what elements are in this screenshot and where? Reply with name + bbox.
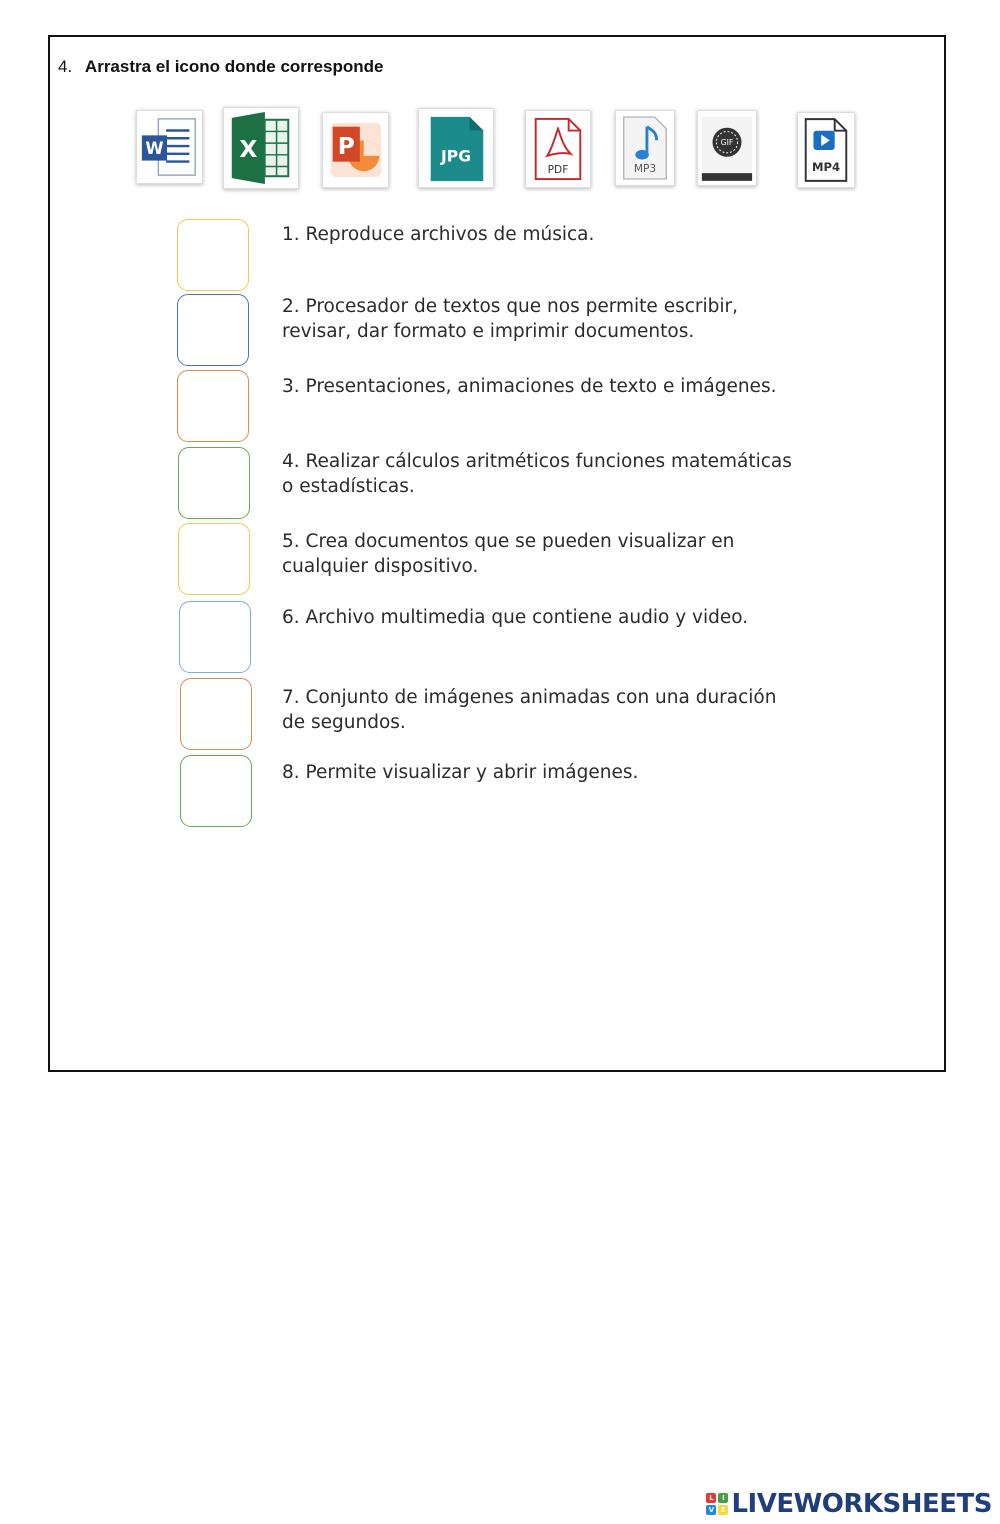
question-text: Arrastra el icono donde corresponde — [84, 57, 384, 76]
svg-text:MP3: MP3 — [633, 162, 657, 176]
word-icon[interactable] — [136, 110, 203, 184]
svg-text:GIF: GIF — [720, 138, 734, 148]
excel-icon[interactable] — [223, 107, 299, 189]
liveworksheets-logo — [706, 1489, 992, 1519]
drop-slot-2[interactable] — [177, 294, 249, 366]
item-1-text: 1. Reproduce archivos de música. — [282, 224, 595, 245]
item-3-text: 3. Presentaciones, animaciones de texto e imágenes. — [282, 376, 777, 397]
svg-text:PDF: PDF — [547, 163, 569, 177]
drop-slot-3[interactable] — [177, 370, 249, 442]
drop-slot-4[interactable] — [178, 447, 250, 519]
item-7-text: 7. Conjunto de imágenes animadas con una duración de segundos. — [282, 687, 777, 733]
question-number: 4. — [58, 57, 73, 76]
drop-slot-7[interactable] — [180, 678, 252, 750]
question-heading — [58, 57, 383, 77]
mp4-icon[interactable] — [797, 112, 855, 188]
liveworksheets-text: LIVEWORKSHEETS — [731, 1489, 992, 1519]
liveworksheets-mark-icon: L I V E — [706, 1493, 728, 1515]
jpg-icon[interactable] — [418, 108, 494, 188]
item-6-text: 6. Archivo multimedia que contiene audio y video. — [282, 607, 749, 628]
svg-text:X: X — [239, 134, 258, 163]
powerpoint-icon[interactable] — [322, 112, 389, 188]
svg-text:JPG: JPG — [441, 147, 471, 166]
pdf-icon[interactable] — [525, 110, 591, 188]
gif-icon[interactable] — [697, 110, 757, 186]
item-4-text: 4. Realizar cálculos aritméticos funciones matemáticas o estadísticas. — [282, 451, 792, 497]
item-5-text: 5. Crea documentos que se pueden visualizar en cualquier dispositivo. — [282, 531, 735, 577]
item-8-text: 8. Permite visualizar y abrir imágenes. — [282, 762, 639, 783]
drop-slot-1[interactable] — [177, 219, 249, 291]
item-2-text: 2. Procesador de textos que nos permite escribir, revisar, dar formato e imprimir documentos. — [282, 296, 738, 342]
drop-slot-6[interactable] — [179, 601, 251, 673]
drop-slot-5[interactable] — [178, 523, 250, 595]
drop-slot-8[interactable] — [180, 755, 252, 827]
svg-text:P: P — [337, 132, 355, 160]
svg-text:MP4: MP4 — [811, 160, 841, 175]
mp3-icon[interactable] — [615, 110, 675, 186]
svg-text:W: W — [145, 138, 164, 158]
